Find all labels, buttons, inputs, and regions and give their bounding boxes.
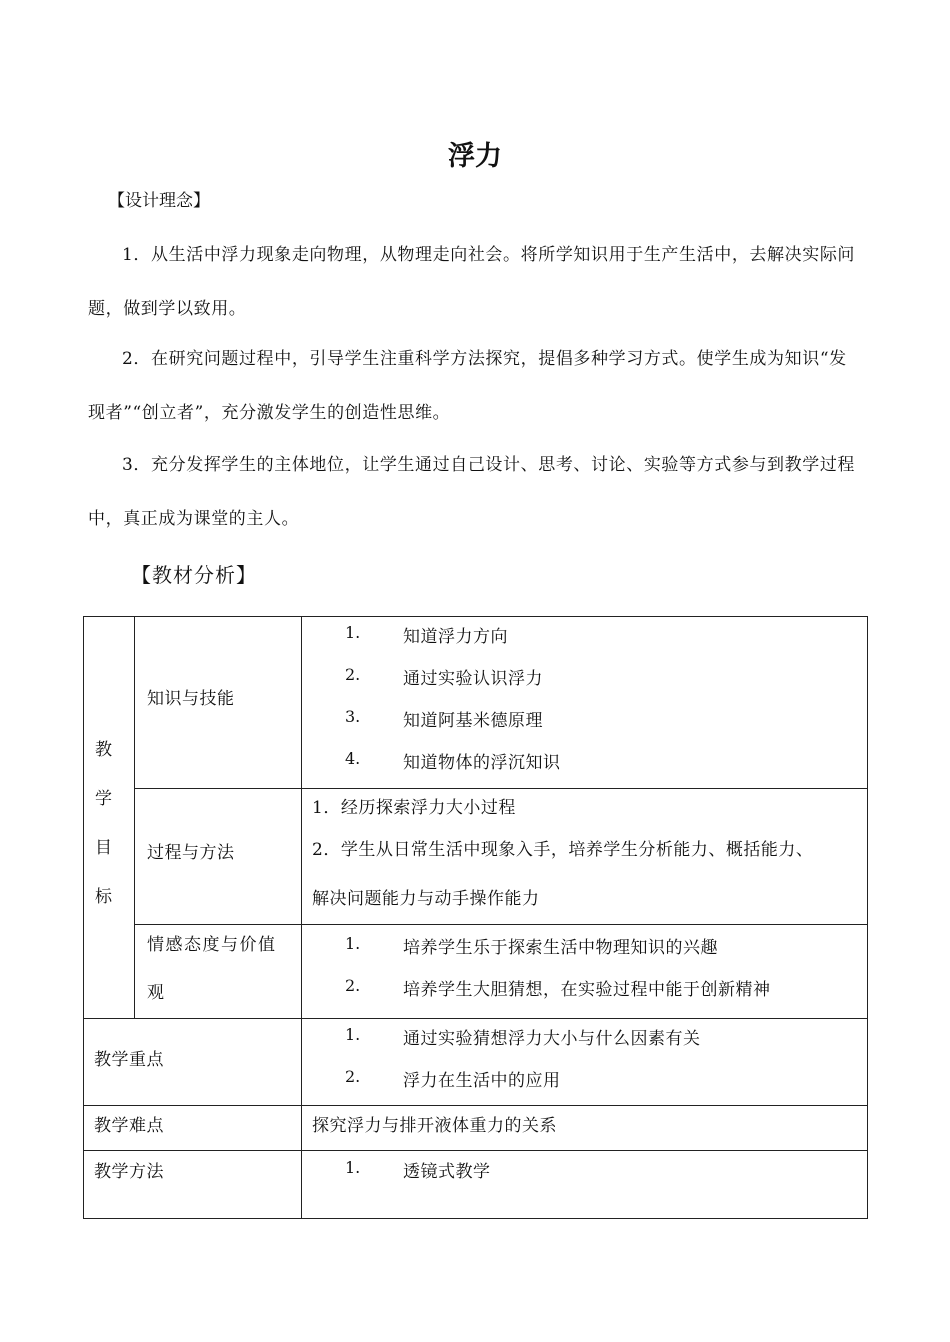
table-divider-row4 <box>83 1105 868 1106</box>
teaching-goal-label <box>95 726 115 922</box>
knowledge-item-num: 1. <box>345 623 361 642</box>
design-paragraph-3: 3．充分发挥学生的主体地位，让学生通过自己设计、思考、讨论、实验等方式参与到教学过程中，真正成为课堂的主人。 <box>88 455 856 529</box>
knowledge-item: 知道阿基米德原理 <box>403 711 543 731</box>
difficulty-label: 教学难点 <box>94 1116 164 1136</box>
emotion-label: 情感态度与价值 <box>147 935 277 955</box>
method-label: 教学方法 <box>94 1162 164 1182</box>
table-divider-row3 <box>83 1018 868 1019</box>
process-label: 过程与方法 <box>147 843 235 863</box>
emotion-item: 培养学生大胆猜想，在实验过程中能于创新精神 <box>403 980 771 1000</box>
table-divider-goal <box>134 616 135 1018</box>
knowledge-item-num: 2. <box>345 665 361 684</box>
goal-char: 目 <box>95 838 112 858</box>
emotion-label: 观 <box>147 983 165 1003</box>
analysis-heading: 【教材分析】 <box>131 563 257 587</box>
key-point-num: 1. <box>345 1025 361 1044</box>
analysis-table <box>83 616 868 1219</box>
document-title: 浮力 <box>448 141 502 172</box>
table-divider-row1 <box>134 788 868 789</box>
knowledge-item-num: 4. <box>345 749 361 768</box>
emotion-item-num: 1. <box>345 934 361 953</box>
process-line: 2．学生从日常生活中现象入手，培养学生分析能力、概括能力、 <box>312 840 814 860</box>
process-line: 解决问题能力与动手操作能力 <box>312 889 540 909</box>
knowledge-item-num: 3. <box>345 707 361 726</box>
goal-char: 教 <box>95 740 112 760</box>
goal-char: 学 <box>95 789 112 809</box>
knowledge-label: 知识与技能 <box>147 689 235 709</box>
design-paragraph-2: 2．在研究问题过程中，引导学生注重科学方法探究，提倡多种学习方式。使学生成为知识“发现者”“创立者”，充分激发学生的创造性思维。 <box>88 349 847 423</box>
key-point-item: 浮力在生活中的应用 <box>403 1071 561 1091</box>
process-line: 1．经历探索浮力大小过程 <box>312 798 516 818</box>
knowledge-item: 知道物体的浮沉知识 <box>403 753 561 773</box>
method-item: 透镜式教学 <box>403 1162 491 1182</box>
table-divider-row2 <box>134 924 868 925</box>
table-border-right <box>867 616 868 1219</box>
key-points-label: 教学重点 <box>94 1050 164 1070</box>
goal-char: 标 <box>95 887 112 907</box>
key-point-item: 通过实验猜想浮力大小与什么因素有关 <box>403 1029 701 1049</box>
method-item-num: 1. <box>345 1158 361 1177</box>
difficulty-text: 探究浮力与排开液体重力的关系 <box>312 1116 557 1136</box>
table-border-bottom <box>83 1218 868 1219</box>
emotion-item: 培养学生乐于探索生活中物理知识的兴趣 <box>403 938 718 958</box>
design-paragraph-1: 1．从生活中浮力现象走向物理，从物理走向社会。将所学知识用于生产生活中，去解决实际问题，做到学以致用。 <box>88 245 856 319</box>
knowledge-item: 通过实验认识浮力 <box>403 669 543 689</box>
table-border-top <box>83 616 868 617</box>
table-border-left <box>83 616 84 1219</box>
design-heading: 【设计理念】 <box>108 191 210 211</box>
emotion-item-num: 2. <box>345 976 361 995</box>
table-divider-row5 <box>83 1150 868 1151</box>
table-divider-content <box>301 616 302 1219</box>
key-point-num: 2. <box>345 1067 361 1086</box>
knowledge-item: 知道浮力方向 <box>403 627 508 647</box>
